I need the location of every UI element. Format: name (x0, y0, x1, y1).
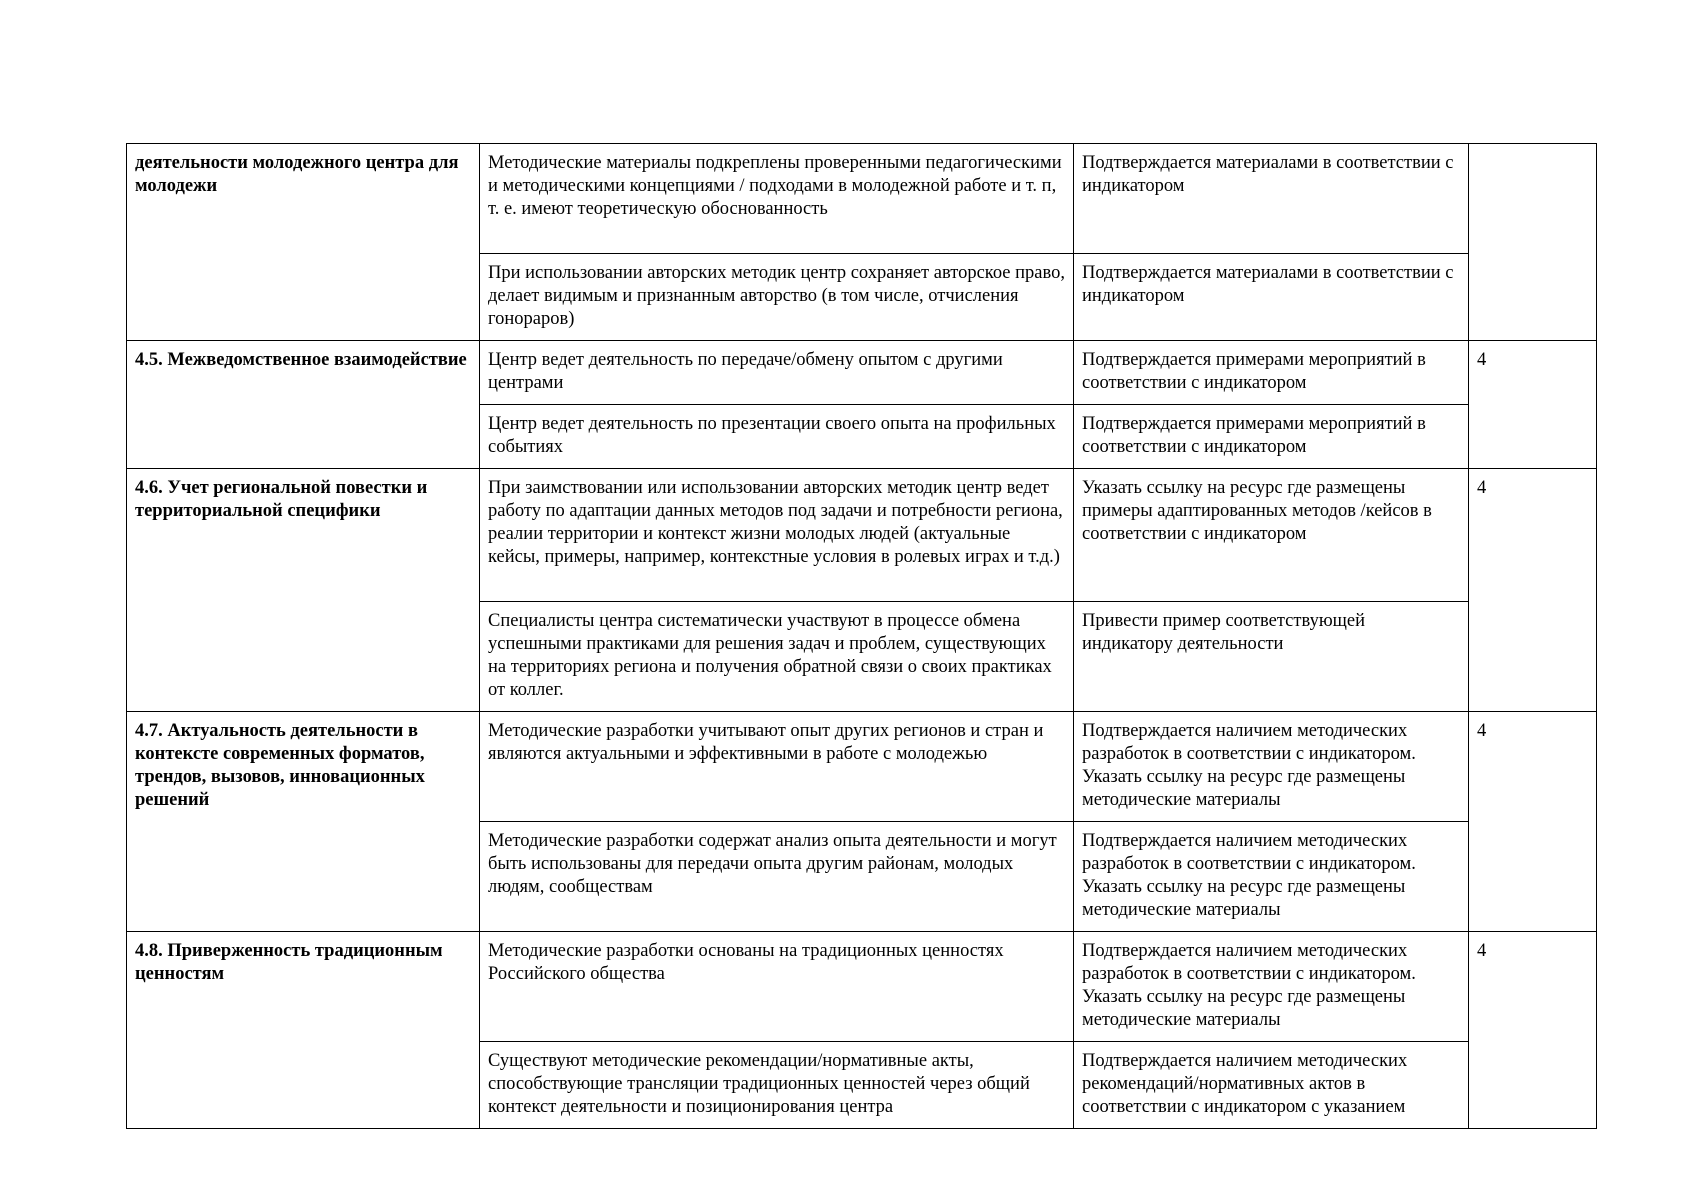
table-row (127, 341, 1597, 405)
indicator-description-cell: Специалисты центра систематически участвуют в процессе обмена успешными практиками для решения задач и проблем, существующих на территориях региона и получения обратной связи о своих практиках от коллег. (480, 602, 1074, 712)
confirmation-cell: Привести пример соответствующей индикатору деятельности (1074, 602, 1469, 712)
indicator-description-cell: Центр ведет деятельность по передаче/обмену опытом с другими центрами (480, 341, 1074, 405)
table-row (127, 144, 1597, 254)
indicator-description-cell: Методические материалы подкреплены проверенными педагогическими и методическими концепциями / подходами в молодежной работе и т. п, т. е. имеют теоретическую обоснованность (480, 144, 1074, 254)
indicator-description-cell: Методические разработки учитывают опыт других регионов и стран и являются актуальными и эффективными в работе с молодежью (480, 712, 1074, 822)
criteria-table (126, 143, 1597, 1129)
table-row (127, 712, 1597, 822)
indicator-description-cell: Существуют методические рекомендации/нормативные акты, способствующие трансляции традиционных ценностей через общий контекст деятельности и позиционирования центра (480, 1042, 1074, 1129)
score-cell: 4 (1469, 469, 1597, 712)
confirmation-cell: Подтверждается наличием методических разработок в соответствии с индикатором. Указать ссылку на ресурс где размещены методические материалы (1074, 822, 1469, 932)
criterion-cell: 4.7. Актуальность деятельности в контексте современных форматов, трендов, вызовов, инновационных решений (127, 712, 480, 932)
score-cell: 4 (1469, 932, 1597, 1129)
score-cell: 4 (1469, 712, 1597, 932)
score-cell: 4 (1469, 341, 1597, 469)
confirmation-cell: Подтверждается наличием методических разработок в соответствии с индикатором. Указать ссылку на ресурс где размещены методические материалы (1074, 712, 1469, 822)
indicator-description-cell: Методические разработки содержат анализ опыта деятельности и могут быть использованы для передачи опыта другим районам, молодых людям, сообществам (480, 822, 1074, 932)
indicator-description-cell: При использовании авторских методик центр сохраняет авторское право, делает видимым и признанным авторство (в том числе, отчисления гонораров) (480, 254, 1074, 341)
confirmation-cell: Указать ссылку на ресурс где размещены примеры адаптированных методов /кейсов в соответствии с индикатором (1074, 469, 1469, 602)
confirmation-cell: Подтверждается примерами мероприятий в соответствии с индикатором (1074, 405, 1469, 469)
indicator-description-cell: При заимствовании или использовании авторских методик центр ведет работу по адаптации данных методов под задачи и потребности региона, реалии территории и контекст жизни молодых людей (актуальные кейсы, примеры, например, контекстные условия в ролевых играх и т.д.) (480, 469, 1074, 602)
indicator-description-cell: Методические разработки основаны на традиционных ценностях Российского общества (480, 932, 1074, 1042)
confirmation-cell: Подтверждается наличием методических разработок в соответствии с индикатором. Указать ссылку на ресурс где размещены методические материалы (1074, 932, 1469, 1042)
confirmation-cell: Подтверждается материалами в соответствии с индикатором (1074, 254, 1469, 341)
score-cell (1469, 144, 1597, 341)
indicator-description-cell: Центр ведет деятельность по презентации своего опыта на профильных событиях (480, 405, 1074, 469)
table-row (127, 932, 1597, 1042)
criterion-cell: 4.6. Учет региональной повестки и территориальной специфики (127, 469, 480, 712)
confirmation-cell: Подтверждается примерами мероприятий в соответствии с индикатором (1074, 341, 1469, 405)
table-row (127, 469, 1597, 602)
criterion-cell: деятельности молодежного центра для молодежи (127, 144, 480, 341)
confirmation-cell: Подтверждается материалами в соответствии с индикатором (1074, 144, 1469, 254)
criterion-cell: 4.8. Приверженность традиционным ценностям (127, 932, 480, 1129)
confirmation-cell: Подтверждается наличием методических рекомендаций/нормативных актов в соответствии с индикатором с указанием (1074, 1042, 1469, 1129)
criterion-cell: 4.5. Межведомственное взаимодействие (127, 341, 480, 469)
